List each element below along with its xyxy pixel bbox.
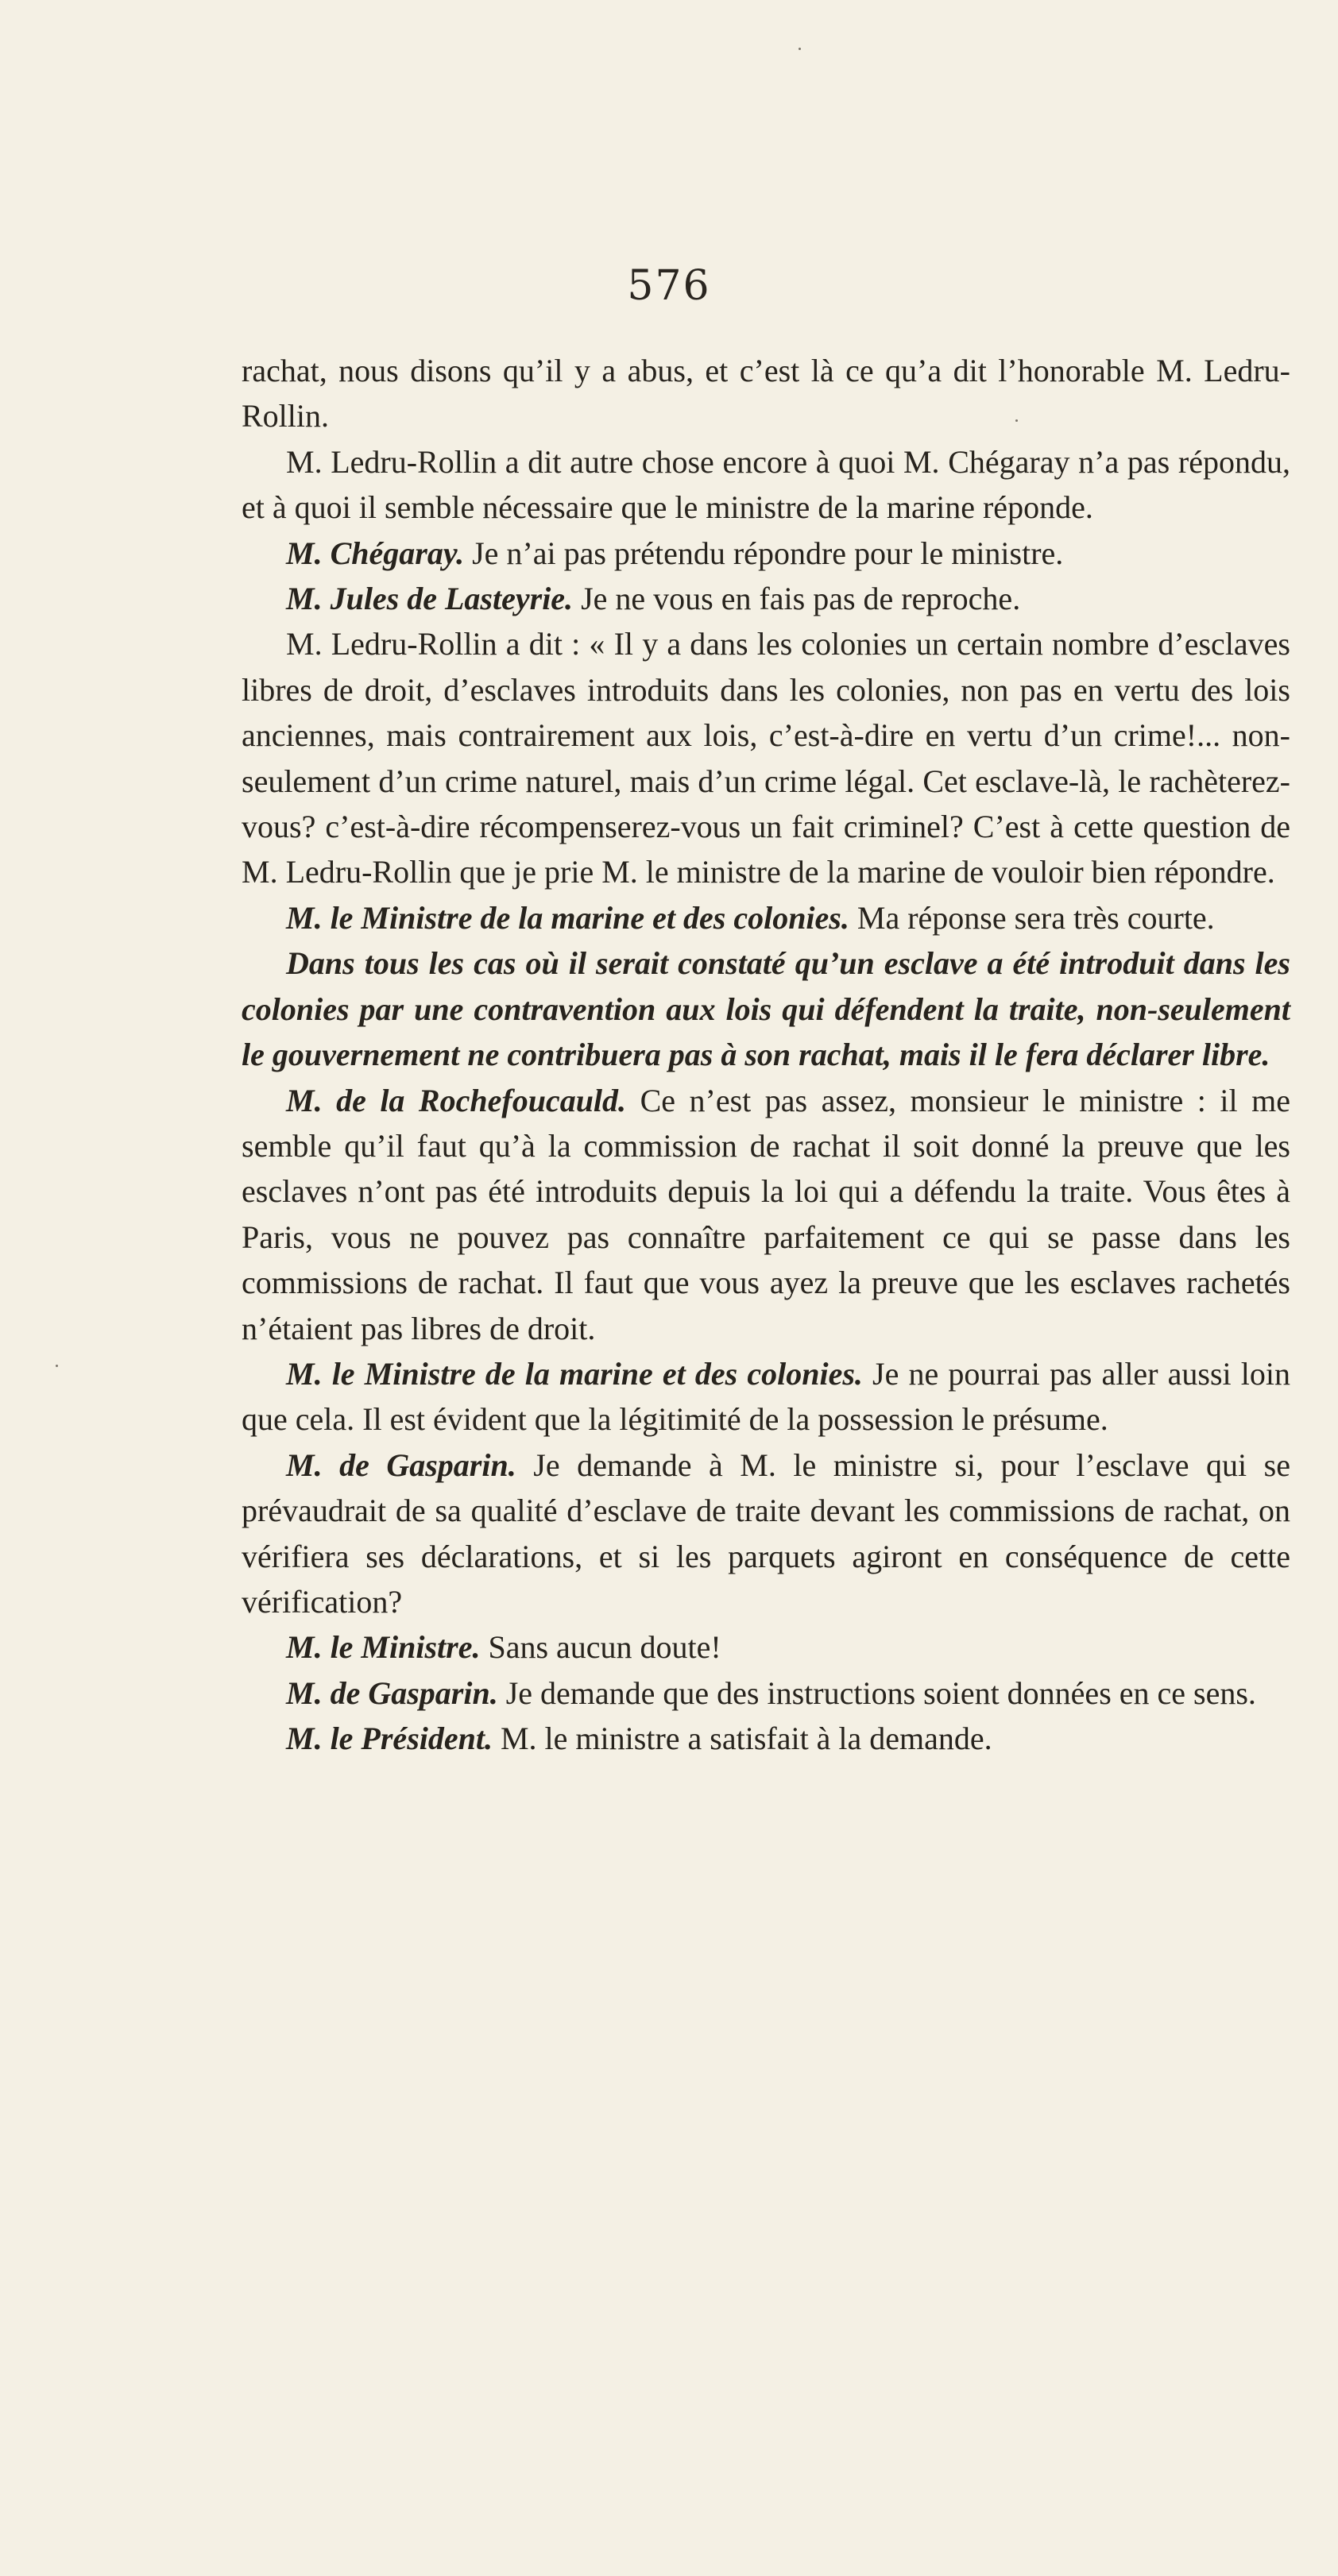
paragraph xyxy=(242,1624,1290,1670)
paragraph xyxy=(242,348,1290,439)
speaker-name: M. Jules de Lasteyrie. xyxy=(286,581,574,617)
paragraph xyxy=(242,1716,1290,1761)
paragraph-text: Je ne pourrai pas aller aussi loin que cela. Il est évident que la légitimité de la possession le présume. xyxy=(242,1355,1290,1438)
paragraph-text: Je demande à M. le ministre si, pour l’esclave qui se prévaudrait de sa qualité d’esclave de traite devant les commissions de rachat, on vérifiera ses déclarations, et si les parquets agiront en conséquence de cette vérification? xyxy=(242,1446,1291,1620)
italic-statement: Dans tous les cas où il serait constaté qu’un esclave a été introduit dans les colonies par une contravention aux lois qui défendent la traite, non-seulement le gouvernement ne contribuera pas à son rachat, mais il le fera déclarer libre. xyxy=(242,945,1290,1073)
page-body xyxy=(242,348,1290,1762)
speaker-name: M. Chégaray. xyxy=(286,535,465,571)
paper-speck xyxy=(799,48,801,50)
paragraph-text: Je demande que des instructions soient données en ce sens. xyxy=(497,1674,1256,1711)
paragraph xyxy=(242,1351,1290,1442)
speaker-name: M. le Ministre de la marine et des colonies. xyxy=(286,899,849,936)
paragraph xyxy=(242,940,1290,1077)
paragraph xyxy=(242,621,1290,894)
page-number: 576 xyxy=(627,262,711,310)
speaker-name: M. de Gasparin. xyxy=(286,1446,516,1483)
paragraph-text: M. le ministre a satisfait à la demande. xyxy=(492,1721,992,1757)
paragraph-text: Je ne vous en fais pas de reproche. xyxy=(573,581,1021,617)
paragraph-text: M. Ledru-Rollin a dit : « Il y a dans les colonies un certain nombre d’esclaves libres de droit, d’esclaves introduits dans les colonies, non pas en vertu des lois anciennes, mais contrairement aux lois, c’est-à-dire en vertu d’un crime!... non-seulement d’un crime naturel, mais d’un crime légal. Cet esclave-là, le rachèterez-vous? c’est-à-dire récompenserez-vous un fait criminel? C’est à cette question de M. Ledru-Rollin que je prie M. le ministre de la marine de vouloir bien répondre. xyxy=(242,626,1290,890)
speaker-name: M. le Ministre. xyxy=(286,1629,481,1666)
paper-speck xyxy=(56,1365,58,1367)
paragraph-text: M. Ledru-Rollin a dit autre chose encore à quoi M. Chégaray n’a pas répondu, et à quoi il semble nécessaire que le ministre de la marine réponde. xyxy=(242,443,1290,526)
speaker-name: M. le Président. xyxy=(286,1721,493,1757)
speaker-name: M. le Ministre de la marine et des colonies. xyxy=(286,1355,863,1392)
speaker-name: M. de Gasparin. xyxy=(286,1674,498,1711)
paragraph-text: Ce n’est pas assez, monsieur le ministre : il me semble qu’il faut qu’à la commission de rachat il soit donné la preuve que les esclaves n’ont pas été introduits depuis la loi qui a défendu la traite. Vous êtes à Paris, vous ne pouvez pas connaître parfaitement ce qui se passe dans les commissions de rachat. Il faut que vous ayez la preuve que les esclaves rachetés n’étaient pas libres de droit. xyxy=(242,1082,1291,1346)
paragraph xyxy=(242,531,1290,576)
paragraph-text: Je n’ai pas prétendu répondre pour le ministre. xyxy=(464,535,1064,571)
paragraph xyxy=(242,1442,1290,1625)
paragraph-text: Sans aucun doute! xyxy=(480,1629,721,1666)
paragraph-text: Ma réponse sera très courte. xyxy=(849,899,1215,936)
paragraph xyxy=(242,1670,1290,1716)
paragraph-text: rachat, nous disons qu’il y a abus, et c’est là ce qu’a dit l’honorable M. Ledru-Rollin. xyxy=(242,353,1290,434)
paragraph xyxy=(242,576,1290,621)
paragraph xyxy=(242,439,1290,531)
speaker-name: M. de la Rochefoucauld. xyxy=(286,1082,627,1118)
paragraph xyxy=(242,895,1290,940)
paragraph xyxy=(242,1078,1290,1351)
